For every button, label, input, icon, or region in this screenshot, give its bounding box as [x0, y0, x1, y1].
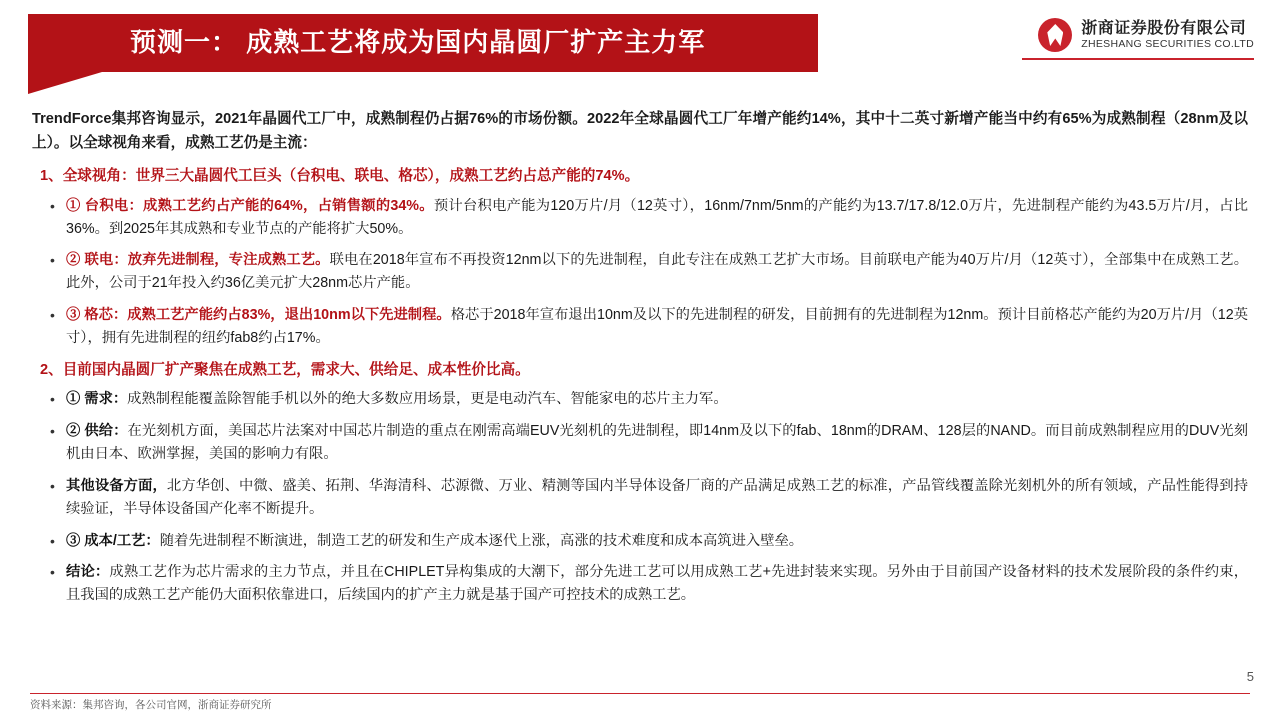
- bullet-rest: 成熟制程能覆盖除智能手机以外的绝大多数应用场景，更是电动汽车、智能家电的芯片主力军。: [127, 391, 728, 408]
- company-name-cn: 浙商证券股份有限公司: [1081, 19, 1247, 37]
- bullet-rest: 在光刻机方面，美国芯片法案对中国芯片制造的重点在刚需高端EUV光刻机的先进制程，即14nm及以下的fab、18nm的DRAM、128层的NAND。而目前成熟制程应用的DUV光刻机由日本、欧洲掌握，美国的影响力有限。: [66, 423, 1248, 462]
- bullet-lead: ② 联电：放弃先进制程，专注成熟工艺。: [66, 252, 330, 269]
- bullet-lead: ③ 成本/工艺：: [66, 532, 160, 549]
- bullet-marker: •: [50, 197, 55, 214]
- bullet-text: [66, 388, 1248, 411]
- slide-body: [32, 108, 1248, 616]
- bullet-text: [66, 304, 1248, 350]
- footer-divider: [30, 693, 1250, 694]
- bullet-rest: 随着先进制程不断演进，制造工艺的研发和生产成本逐代上涨，高涨的技术难度和成本高筑进入壁垒。: [159, 532, 804, 549]
- bullet-marker: •: [50, 307, 55, 324]
- bullet-marker: •: [50, 532, 55, 549]
- bullet-rest: 成熟工艺作为芯片需求的主力节点，并且在CHIPLET异构集成的大潮下，部分先进工艺可以用成熟工艺+先进封装来实现。另外由于目前国产设备材料的技术发展阶段的条件约束，且我国的成熟工艺产能仍大面积依靠进口，后续国内的扩产主力就是基于国产可控技术的成熟工艺。: [66, 564, 1248, 604]
- list-item: [50, 475, 1248, 521]
- section-2-title: 2、目前国内晶圆厂扩产聚焦在成熟工艺，需求大、供给足、成本性价比高。: [40, 361, 530, 378]
- bullet-text: [66, 420, 1248, 466]
- star-logo-icon: [1038, 18, 1072, 52]
- bullet-marker: •: [50, 423, 55, 440]
- list-item: [50, 388, 1248, 411]
- page-title: 预测一： 成熟工艺将成为国内晶圆厂扩产主力军: [130, 27, 706, 57]
- source-note: 资料来源：集邦咨询，各公司官网，浙商证券研究所: [30, 699, 272, 711]
- bullet-text: [66, 475, 1248, 521]
- bullet-rest: 北方华创、中微、盛美、拓荆、华海清科、芯源微、万业、精测等国内半导体设备厂商的产品满足成熟工艺的标准，产品管线覆盖除光刻机外的所有领域，产品性能得到持续验证，半导体设备国产化率不断提升。: [66, 477, 1249, 517]
- bullet-text: [66, 530, 1248, 553]
- bullet-rest: 格芯于2018年宣布退出10nm及以下的先进制程的研发，目前拥有的先进制程为12nm。预计目前格芯产能约为20万片/月（12英寸），拥有先进制程的纽约fab8约占17%。: [66, 307, 1248, 346]
- bullet-marker: •: [50, 477, 55, 494]
- bullet-lead: ① 需求：: [66, 391, 128, 408]
- section-1-title: 1、全球视角：世界三大晶圆代工巨头（台积电、联电、格芯），成熟工艺约占总产能的74%。: [40, 168, 640, 185]
- logo-underline: [1022, 58, 1254, 60]
- bullet-lead: ③ 格芯：成熟工艺产能约占83%，退出10nm以下先进制程。: [66, 307, 451, 324]
- company-name-en: ZHESHANG SECURITIES CO.LTD: [1081, 37, 1254, 50]
- bullet-marker: •: [50, 564, 55, 581]
- bullet-lead: ② 供给：: [66, 423, 128, 440]
- intro-paragraph: TrendForce集邦咨询显示，2021年晶圆代工厂中，成熟制程仍占据76%的市场份额。2022年全球晶圆代工厂年增产能约14%，其中十二英寸新增产能当中约有65%为成熟制程（28nm及以上）。以全球视角来看，成熟工艺仍是主流：: [32, 111, 1248, 151]
- bullet-marker: •: [50, 391, 55, 408]
- bullet-text: [66, 561, 1248, 607]
- list-item: [50, 561, 1248, 607]
- list-item: [50, 195, 1248, 241]
- bullet-text: [66, 195, 1248, 241]
- list-item: [50, 304, 1248, 350]
- list-item: [50, 420, 1248, 466]
- list-item: [50, 249, 1248, 295]
- bullet-rest: 预计台积电产能为120万片/月（12英寸），16nm/7nm/5nm的产能约为13.7/17.8/12.0万片，先进制程产能约为43.5万片/月，占比36%。到2025年其成熟和专业节点的产能将扩大50%。: [66, 197, 1248, 237]
- bullet-lead: 结论：: [66, 564, 110, 581]
- bullet-lead: 其他设备方面，: [66, 477, 167, 494]
- bullet-lead: ① 台积电：成熟工艺约占产能的64%，占销售额的34%。: [66, 197, 434, 214]
- bullet-text: [66, 249, 1248, 295]
- page-number: 5: [1246, 669, 1254, 684]
- company-logo: [1038, 18, 1254, 52]
- bullet-rest: 联电在2018年宣布不再投资12nm以下的先进制程，自此专注在成熟工艺扩大市场。目前联电产能为40万片/月（12英寸），全部集中在成熟工艺。此外，公司于21年投入约36亿美元扩大28nm芯片产能。: [66, 252, 1248, 292]
- bullet-marker: •: [50, 252, 55, 269]
- list-item: [50, 530, 1248, 553]
